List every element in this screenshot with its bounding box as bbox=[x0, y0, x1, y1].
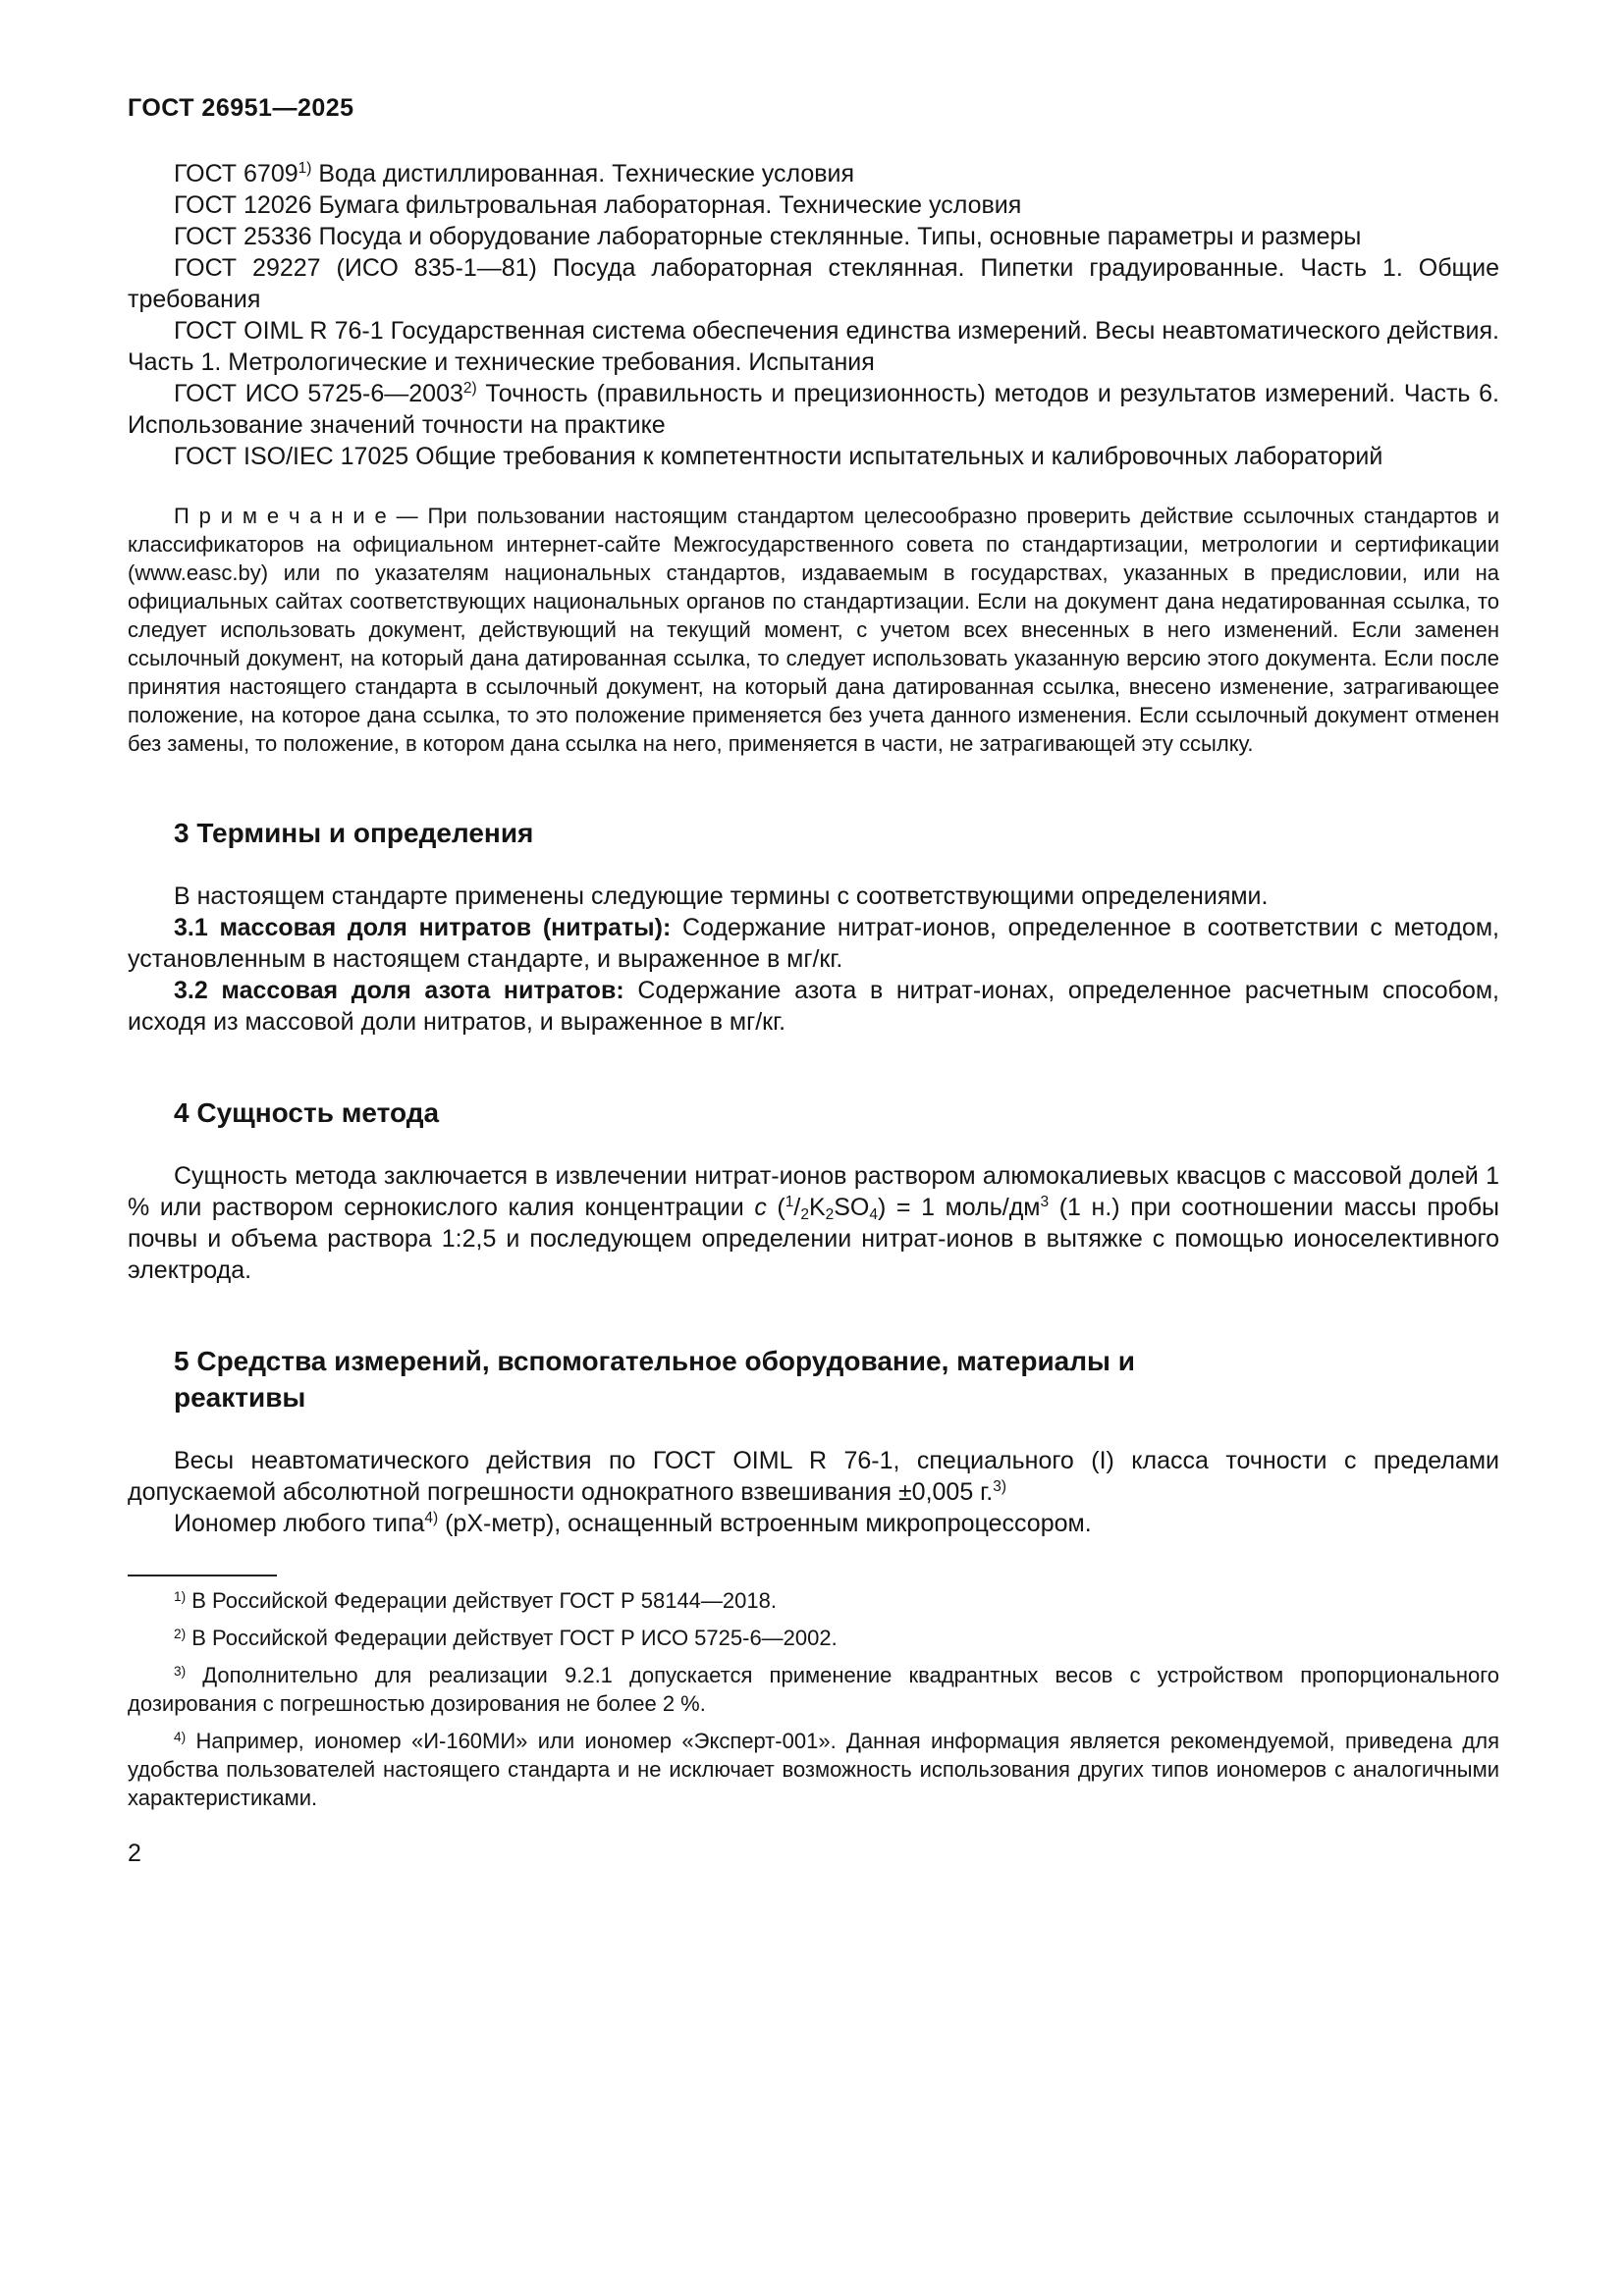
section-heading-essence: 4 Сущность метода bbox=[174, 1097, 440, 1128]
equipment-paragraph-ionomer: Иономер любого типа$^{4)}$ (pX-метр), оснащенный встроенным микропроцессором. bbox=[174, 1510, 1092, 1537]
equipment-paragraph-scales: Весы неавтоматического действия по ГОСТ OIML R 76-1, специального (I) класса точности с пределами допускаемой абсолютной погрешности однократного взвешивания ±0,005 г.$^{3)}$ bbox=[128, 1447, 1499, 1506]
reference-item-gost-25336: ГОСТ 25336 Посуда и оборудование лабораторные стеклянные. Типы, основные параметры и размеры bbox=[174, 223, 1362, 250]
running-header: ГОСТ 26951—2025 bbox=[128, 94, 354, 122]
footnote-2: $^{2)}$ В Российской Федерации действует ГОСТ Р ИСО 5725-6—2002. bbox=[174, 1626, 838, 1650]
terms-section bbox=[128, 815, 1499, 1038]
equipment-section bbox=[128, 1343, 1499, 1539]
footnote-separator bbox=[128, 1575, 277, 1576]
term-definition-3-1: 3.1 массовая доля нитратов (нитраты): Содержание нитрат-ионов, определенное в соответствии с методом, установленным в настоящем стандарте, и выраженное в мг/кг. bbox=[128, 914, 1499, 973]
reference-item-gost-12026: ГОСТ 12026 Бумага фильтровальная лабораторная. Технические условия bbox=[174, 191, 1022, 219]
essence-section bbox=[128, 1095, 1499, 1286]
essence-paragraph: Сущность метода заключается в извлечении нитрат-ионов раствором алюмокалиевых квасцов с массовой долей 1 % или раствором сернокислого калия концентрации c $(^1/_2K_2SO_4) = 1$ моль/$дм^3$ (1 н.) при соотношении массы пробы почвы и объема раствора 1:2,5 и последующем определении нитрат-ионов в вытяжке с помощью ионоселективного электрода. bbox=[128, 1162, 1499, 1284]
reference-item-gost-6709: ГОСТ 6709$^{1)}$ Вода дистиллированная. Технические условия bbox=[174, 160, 855, 187]
note-paragraph: П р и м е ч а н и е — При пользовании настоящим стандартом целесообразно проверить действие ссылочных стандартов и классификаторов на официальном интернет-сайте Межгосударственного совета по стандартизации, метрологии и сертификации (www.easc.by) или по указателям национальных стандартов, издаваемым в государствах, указанных в предисловии, или на официальных сайтах соответствующих национальных органов по стандартизации. Если на документ дана недатированная ссылка, то следует использовать документ, действующий на текущий момент, с учетом всех внесенных в него изменений. Если заменен ссылочный документ, на который дана датированная ссылка, то следует использовать указанную версию этого документа. Если после принятия настоящего стандарта в ссылочный документ, на который дана датированная ссылка, внесено изменение, затрагивающее положение, на которое дана ссылка, то это положение применяется без учета данного изменения. Если ссылочный документ отменен без замены, то положение, в котором дана ссылка на него, применяется в части, не затрагивающей эту ссылку. bbox=[128, 504, 1499, 756]
footnote-4: $^{4)}$ Например, иономер «И-160МИ» или иономер «Эксперт-001». Данная информация является рекомендуемой, приведена для удобства пользователей настоящего стандарта и не исключает возможность использования других типов иономеров с аналогичными характеристиками. bbox=[128, 1729, 1499, 1810]
footnotes-section bbox=[128, 1586, 1499, 1812]
section-heading-equipment: 5 Средства измерений, вспомогательное оборудование, материалы и реактивы bbox=[174, 1346, 1135, 1413]
terms-intro-paragraph: В настоящем стандарте применены следующие термины с соответствующими определениями. bbox=[174, 882, 1269, 910]
footnote-3: $^{3)}$ Дополнительно для реализации 9.2.1 допускается применение квадрантных весов с устройством пропорционального дозирования с погрешностью дозирования не более 2 %. bbox=[128, 1663, 1499, 1716]
term-definition-3-2: 3.2 массовая доля азота нитратов: Содержание азота в нитрат-ионах, определенное расчетным способом, исходя из массовой доли нитратов, и выраженное в мг/кг. bbox=[128, 977, 1499, 1036]
footnote-1: $^{1)}$ В Российской Федерации действует ГОСТ Р 58144—2018. bbox=[174, 1588, 777, 1613]
reference-item-gost-29227: ГОСТ 29227 (ИСО 835-1—81) Посуда лабораторная стеклянная. Пипетки градуированные. Часть 1. Общие требования bbox=[128, 254, 1499, 313]
reference-item-gost-oiml: ГОСТ OIML R 76-1 Государственная система обеспечения единства измерений. Весы неавтоматического действия. Часть 1. Метрологические и технические требования. Испытания bbox=[128, 317, 1499, 376]
reference-item-gost-17025: ГОСТ ISO/IEC 17025 Общие требования к компетентности испытательных и калибровочных лабораторий bbox=[174, 443, 1383, 470]
reference-item-gost-5725: ГОСТ ИСО 5725-6—2003$^{2)}$ Точность (правильность и прецизионность) методов и результатов измерений. Часть 6. Использование значений точности на практике bbox=[128, 380, 1499, 439]
references-section bbox=[128, 158, 1499, 758]
page-number: 2 bbox=[128, 1840, 141, 1867]
section-heading-terms: 3 Термины и определения bbox=[174, 818, 534, 848]
